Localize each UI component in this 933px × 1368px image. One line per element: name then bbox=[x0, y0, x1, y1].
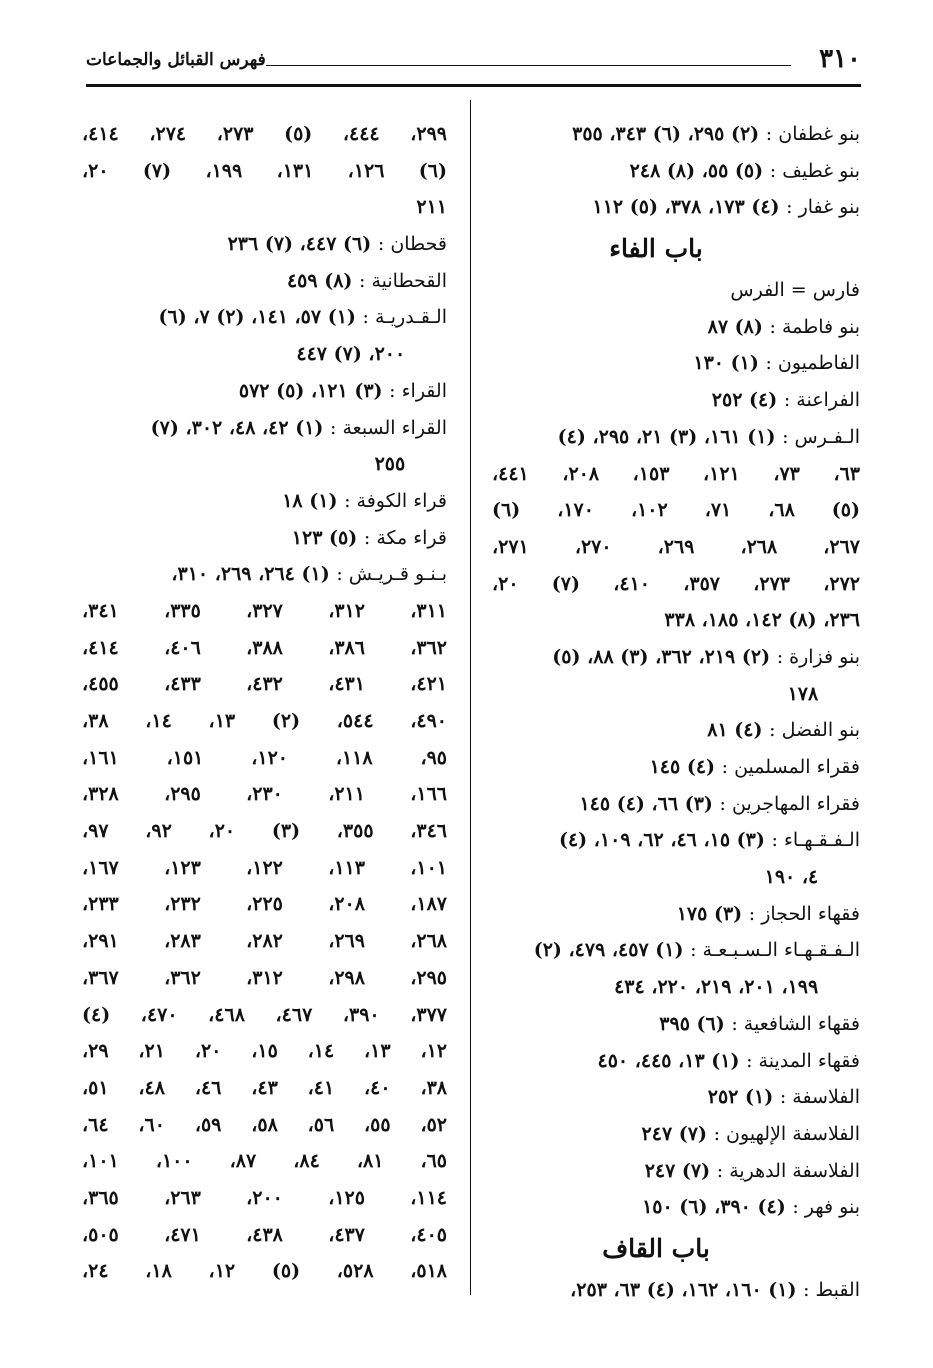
index-entry-continuation bbox=[82, 813, 447, 850]
left-column bbox=[82, 116, 447, 1290]
entry-references: ٣٤٦، ٣٥٥، (٣) ٢٠، ٩٢، ٩٧، bbox=[82, 820, 448, 843]
entry-references: (٣) ١٢١، (٥) ٥٧٢ bbox=[238, 379, 383, 402]
entry-references: (١) ٤٢، ٤٨، ٣٠٢، (٧) bbox=[150, 416, 324, 439]
index-entry bbox=[492, 639, 860, 676]
entry-references: (١) ٢٥٢ bbox=[707, 1086, 774, 1109]
index-entry bbox=[82, 263, 447, 300]
index-entry-continuation bbox=[82, 960, 447, 997]
index-entry bbox=[82, 373, 447, 410]
index-entry bbox=[492, 822, 860, 859]
index-entry bbox=[492, 749, 860, 786]
entry-references: ٢٥٥ bbox=[374, 453, 406, 476]
index-entry-continuation bbox=[82, 593, 447, 630]
right-column bbox=[492, 116, 860, 1309]
index-entry-continuation bbox=[82, 1033, 447, 1070]
index-entry-continuation bbox=[82, 1143, 447, 1180]
index-entry bbox=[82, 556, 447, 593]
index-entry-continuation bbox=[82, 923, 447, 960]
entry-label: بنو فزارة : bbox=[776, 645, 860, 668]
entry-label: القراء : bbox=[389, 379, 447, 402]
entry-label: الـفـقـهـاء : bbox=[771, 829, 860, 852]
index-entry-continuation bbox=[82, 153, 447, 190]
index-entry bbox=[492, 1153, 860, 1190]
index-entry-continuation bbox=[492, 529, 860, 566]
index-entry-continuation bbox=[492, 566, 860, 603]
index-entry-continuation bbox=[82, 446, 447, 483]
entry-references: (٧) ٢٤٧ bbox=[644, 1159, 711, 1182]
entry-references: (٨) ٤٥٩ bbox=[286, 269, 353, 292]
index-entry-continuation bbox=[82, 776, 447, 813]
entry-label: بنو الفضل : bbox=[769, 719, 860, 742]
entry-references: ٢٩٥، ٢٩٨، ٣١٢، ٣٦٢، ٣٦٧، bbox=[82, 966, 448, 989]
entry-references: (٤) ٢٥٢ bbox=[711, 389, 778, 412]
entry-references: ٢٣٦، (٨) ١٤٢، ١٨٥، ٣٣٨ bbox=[664, 609, 860, 632]
index-entry-continuation bbox=[82, 189, 447, 226]
entry-references: ٢٦٧، ٢٦٨، ٢٦٩، ٢٧٠، ٢٧١، bbox=[492, 535, 861, 558]
index-entry bbox=[492, 896, 860, 933]
index-entry bbox=[492, 932, 860, 969]
entry-references: ٦٥، ٨١، ٨٤، ٨٧، ١٠٠، ١٠١، bbox=[82, 1150, 448, 1173]
entry-label: الـفـقـهـاء الـسـبـعـة : bbox=[690, 939, 860, 962]
index-entry-continuation bbox=[82, 1253, 447, 1290]
index-entry-continuation bbox=[492, 602, 860, 639]
entry-label: الفلاسفة : bbox=[779, 1086, 860, 1109]
entry-label: الفلاسفة الدهرية : bbox=[716, 1159, 860, 1182]
entry-label: فارس = الفرس bbox=[730, 279, 860, 302]
entry-references: (٦) ٤٤٧، (٧) ٢٣٦ bbox=[227, 233, 372, 256]
index-entry bbox=[82, 410, 447, 447]
entry-references: ١٨٧، ٢٠٨، ٢٢٥، ٢٣٢، ٢٣٣، bbox=[82, 893, 448, 916]
index-entry bbox=[492, 1189, 860, 1226]
index-entry-continuation bbox=[82, 997, 447, 1034]
entry-references: (٥) ٦٨، ٧١، ١٠٢، ١٧٠، (٦) bbox=[492, 499, 860, 522]
entry-references: (١) ١٨ bbox=[282, 489, 338, 512]
entry-label: فقراء المسلمين : bbox=[721, 756, 860, 778]
entry-label: القراء السبعة : bbox=[330, 416, 447, 439]
index-entry bbox=[82, 520, 447, 557]
entry-references: (٣) ١٥، ٤٦، ٦٢، ١٠٩، (٤) bbox=[558, 829, 765, 852]
entry-references: ٤٢١، ٤٣١، ٤٣٢، ٤٣٣، ٤٥٥، bbox=[82, 673, 448, 696]
entry-references: (٢) ٢٩٥، (٦) ٣٤٣، ٣٥٥ bbox=[572, 123, 760, 145]
entry-references: (٤) ٣٩٠، (٦) ١٥٠ bbox=[642, 1196, 786, 1219]
index-entry-continuation bbox=[82, 1070, 447, 1107]
entry-label: قراء الكوفة : bbox=[344, 489, 447, 512]
entry-references: ٣١١، ٣١٢، ٣٢٧، ٣٣٥، ٣٤١، bbox=[82, 599, 448, 622]
index-entry bbox=[492, 189, 860, 226]
index-entry bbox=[492, 382, 860, 419]
entry-label: الـفـرس : bbox=[782, 425, 860, 448]
entry-references: ٥٢، ٥٥، ٥٦، ٥٨، ٥٩، ٦٠، ٦٤، bbox=[82, 1113, 447, 1136]
index-entry-continuation bbox=[492, 456, 860, 493]
entry-label: فقهاء الشافعية : bbox=[731, 1012, 860, 1035]
index-entry bbox=[492, 116, 860, 153]
entry-references: (٧) ٢٤٧ bbox=[641, 1122, 707, 1145]
index-entry bbox=[492, 1116, 860, 1153]
entry-references: ٢٧٢، ٢٧٣، ٣٥٧، ٤١٠، (٧) ٢٠، bbox=[492, 572, 860, 595]
entry-label: الـقـدريـة : bbox=[362, 306, 447, 329]
entry-label: فقهاء الحجاز : bbox=[748, 902, 860, 925]
entry-label: بنو غطفان : bbox=[765, 123, 860, 145]
index-entry-continuation bbox=[82, 116, 447, 153]
entry-references: (١) ١٦٠، ١٦٢، (٤) ٦٣، ٢٥٣، bbox=[570, 1278, 797, 1301]
entry-references: (٥) ١٢٣ bbox=[291, 526, 358, 549]
running-title: فهرس القبائل والجماعات bbox=[86, 50, 266, 70]
entry-references: ٢٩٩، ٤٤٤، (٥) ٢٧٣، ٢٧٤، ٤١٤، bbox=[82, 123, 447, 145]
index-entry-continuation bbox=[82, 886, 447, 923]
index-entry-continuation bbox=[82, 666, 447, 703]
entry-label: قحطان : bbox=[377, 233, 447, 256]
index-entry-continuation bbox=[82, 336, 447, 373]
entry-references: ٣٨، ٤٠، ٤١، ٤٣، ٤٦، ٤٨، ٥١، bbox=[82, 1076, 447, 1099]
entry-references: (٤) ٨١ bbox=[707, 719, 763, 742]
index-entry-continuation bbox=[82, 1107, 447, 1144]
index-entry-continuation bbox=[492, 859, 860, 896]
entry-label: فقهاء المدينة : bbox=[746, 1049, 860, 1072]
index-entry bbox=[82, 299, 447, 336]
entry-label: القحطانية : bbox=[359, 269, 447, 292]
entry-references: (١) ١٣، ٤٤٥، ٤٥٠ bbox=[597, 1049, 740, 1072]
entry-references: ٢٠٠، (٧) ٤٤٧ bbox=[296, 343, 406, 366]
index-entry-continuation bbox=[492, 676, 860, 713]
entry-references: ٢١١ bbox=[416, 196, 447, 219]
index-entry bbox=[492, 1006, 860, 1043]
entry-references: (٣) ٦٦، (٤) ١٤٥ bbox=[579, 792, 713, 815]
entry-label: بنو غطيف : bbox=[769, 159, 860, 182]
section-heading: باب الفاء bbox=[609, 234, 703, 264]
index-entry-continuation bbox=[82, 740, 447, 777]
index-entry bbox=[492, 419, 860, 456]
entry-label: قراء مكة : bbox=[363, 526, 447, 549]
index-entry bbox=[492, 1043, 860, 1080]
entry-label: بنو فهر : bbox=[792, 1196, 860, 1219]
entry-references: ٩٥، ١١٨، ١٢٠، ١٥١، ١٦١، bbox=[82, 746, 447, 769]
index-entry bbox=[82, 226, 447, 263]
entry-references: ٤، ١٩٠ bbox=[764, 866, 819, 889]
entry-label: بنو غفار : bbox=[786, 196, 860, 219]
index-entry bbox=[492, 786, 860, 823]
index-entry-continuation bbox=[82, 850, 447, 887]
entry-references: (١) ١٦١، (٣) ٢١، ٢٩٥، (٤) bbox=[557, 425, 776, 448]
entry-references: ١٩٩، ٢٠١، ٢١٩، ٢٢٠، ٤٣٤ bbox=[614, 976, 819, 999]
index-entry bbox=[82, 483, 447, 520]
entry-references: ١١٤، ١٢٥، ٢٠٠، ٢٦٣، ٣٦٥، bbox=[82, 1186, 448, 1209]
entry-references: ٤٩٠، ٥٤٤، (٢) ١٣، ١٤، ٣٨، bbox=[82, 710, 448, 732]
entry-references: ٣٦٢، ٣٨٦، ٣٨٨، ٤٠٦، ٤١٤، bbox=[82, 636, 448, 659]
index-entry-continuation bbox=[82, 630, 447, 667]
entry-label: بـنـو قـريـش : bbox=[336, 563, 447, 586]
entry-references: ٢٦٨، ٢٦٩، ٢٨٢، ٢٨٣، ٢٩١، bbox=[82, 930, 448, 953]
page-number: ٣١٠ bbox=[819, 44, 861, 74]
entry-references: ٥١٨، ٥٢٨، (٥) ١٢، ١٨، ٢٤، bbox=[82, 1260, 448, 1283]
entry-references: (٤) ١٧٣، ٣٧٨، (٥) ١١٢ bbox=[592, 196, 780, 219]
index-entry bbox=[492, 345, 860, 382]
entry-label: بنو فاطمة : bbox=[769, 315, 860, 338]
entry-references: ٤٠٥، ٤٣٧، ٤٣٨، ٤٧١، ٥٠٥، bbox=[82, 1223, 448, 1246]
entry-references: ٣٧٧، ٣٩٠، ٤٦٧، ٤٦٨، ٤٧٠، (٤) bbox=[82, 1003, 447, 1026]
entry-references: ١٦٦، ٢١١، ٢٣٠، ٢٩٥، ٣٢٨، bbox=[82, 783, 448, 806]
entry-references: (١) ٥٧، ١٤١، (٢) ٧، (٦) bbox=[158, 306, 356, 329]
entry-references: (١) ٤٥٧، ٤٧٩، (٢) bbox=[533, 939, 684, 962]
entry-label: الفراعنة : bbox=[783, 389, 860, 412]
entry-references: (٢) ٢١٩، ٣٦٢، (٣) ٨٨، (٥) bbox=[552, 645, 771, 668]
entry-label: الفلاسفة الإلهيون : bbox=[713, 1122, 860, 1145]
entry-references: (١) ١٣٠ bbox=[693, 352, 759, 375]
index-entry-continuation bbox=[492, 969, 860, 1006]
entry-references: (٦) ٣٩٥ bbox=[659, 1012, 725, 1035]
header-rule bbox=[86, 84, 861, 87]
index-entry bbox=[492, 1272, 860, 1309]
index-entry bbox=[492, 272, 860, 309]
entry-references: ١٧٨ bbox=[787, 682, 819, 705]
index-entry bbox=[492, 153, 860, 190]
index-entry-continuation bbox=[82, 1217, 447, 1254]
section-heading: باب القاف bbox=[602, 1233, 710, 1263]
entry-references: (٨) ٨٧ bbox=[707, 315, 763, 338]
page-header bbox=[86, 44, 861, 74]
entry-label: الفاطميون : bbox=[765, 352, 860, 375]
entry-references: ١٢، ١٣، ١٤، ١٥، ٢٠، ٢١، ٢٩، bbox=[82, 1040, 447, 1063]
index-entry bbox=[492, 309, 860, 346]
index-entry-continuation bbox=[82, 1180, 447, 1217]
entry-references: (٣) ١٧٥ bbox=[676, 902, 743, 925]
entry-label: فقراء المهاجرين : bbox=[719, 792, 860, 815]
header-dash-rule bbox=[266, 65, 791, 66]
entry-label: القبط : bbox=[803, 1278, 860, 1301]
index-entry bbox=[492, 1079, 860, 1116]
column-divider bbox=[470, 100, 471, 1295]
entry-references: ١٠١، ١١٣، ١٢٢، ١٢٣، ١٦٧، bbox=[82, 856, 448, 879]
index-entry bbox=[492, 712, 860, 749]
index-entry-continuation bbox=[492, 492, 860, 529]
index-entry-continuation bbox=[82, 703, 447, 740]
entry-references: (٤) ١٤٥ bbox=[649, 756, 716, 778]
entry-references: (٦) ١٢٦، ١٣١، ١٩٩، (٧) ٢٠، bbox=[82, 159, 447, 182]
entry-references: (٥) ٥٥، (٨) ٢٤٨ bbox=[629, 159, 764, 182]
entry-references: (١) ٢٦٤، ٢٦٩، ٣١٠، bbox=[171, 563, 330, 586]
entry-references: ٦٣، ٧٣، ١٢١، ١٥٣، ٢٠٨، ٤٤١، bbox=[492, 462, 860, 485]
